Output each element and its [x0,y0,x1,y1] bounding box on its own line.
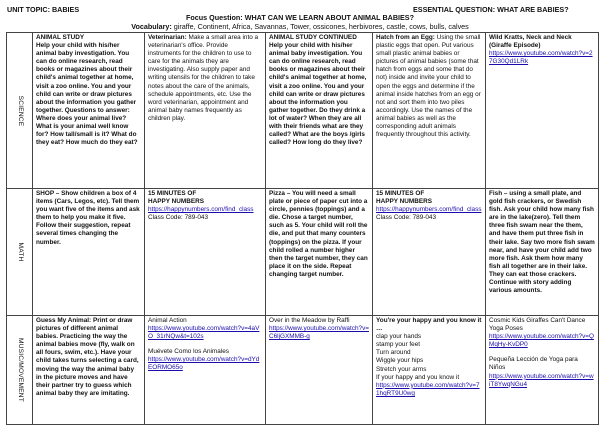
video-title: Pequeña Lección de Yoga para Niños [489,356,578,372]
song-line: If your happy and you know it [376,373,460,381]
cell-text: Guess My Animal: Print or draw pictures of different animal babies. Practicing the way the animal babies move (fly, walk on all fours, swim, etc.). Have your child takes turns selecting a card, moving the way the animal baby in the picture moves and have their partner try to guess which animal baby they are imitating. [36,317,139,397]
row-science [7,33,599,189]
video-title: Animal Action [148,317,187,324]
cell-shop [33,189,145,316]
cell-animal-study [33,33,145,189]
cell-title: ANIMAL STUDY [36,34,85,41]
vocabulary-words: giraffe, Continent, Africa, Savannas, Tower, ossicones, herbivores, castle, cows, bulls, calves [171,22,469,31]
song-line: Wiggle your hips [376,357,424,365]
cell-animal-action [145,316,266,425]
cell-happy-numbers-2 [373,189,486,316]
line-1: 15 MINUTES OF [376,190,425,197]
song-line: Turn around [376,349,411,357]
video-title: Wild Kratts, Neck and Neck (Giraffe Episode) [489,34,572,50]
cell-text: Veterinarian: Make a small area into a veterinarian's office. Provide instruments for the children to use to care for the animals they are investigating. Also supply paper and writing utensils for the children to take notes about the care of the animals, schedule appointments, etc. Use the word veterinarian, appointment and animal baby names frequently as children play. [148,34,259,122]
video-title: Cosmic Kids Giraffes Can't Dance Yoga Poses [489,317,586,333]
video-link[interactable]: https://www.youtube.com/watch?v=71hqRT9U0wg [376,381,480,397]
happy-numbers-link[interactable]: https://happynumbers.com/find_class [376,206,482,214]
video-link[interactable]: https://www.youtube.com/watch?v=C6ljGXMMB-g [269,325,369,341]
video-link[interactable]: https://www.youtube.com/watch?v=27G30Qd1LRk [489,50,593,66]
focus-question: Focus Question: WHAT CAN WE LEARN ABOUT ANIMAL BABIES? [186,13,414,22]
video-link[interactable]: https://www.youtube.com/watch?v=dYdEORMO65o [148,356,260,372]
line-2: HAPPY NUMBERS [148,198,204,206]
row-label-science: SCIENCE [7,33,33,189]
class-code: Class Code: 789-043 [148,214,209,222]
cell-text: Hatch from an Egg: Using the small plastic eggs that open. Put various small plastic animal babies or pictures of animal babies (some that hatch from eggs and some that do not) inside and invite your child to open the eggs and determine if the animal inside hatches from an egg or not and sort them into two piles accordingly. Use the names of the animal babies as well as the corresponding adult animals frequently throughout this activity. [376,34,481,139]
cell-happy-numbers-1 [145,189,266,316]
class-code: Class Code: 789-043 [376,214,437,222]
cell-text: Fish – using a small plate, and gold fish crackers, or Swedish fish. Ask your child how many fish are in the lake(zero). Tell them three fish swam near the them, and have them put three fish in their lake. Say two more fish swam near, and have your child add two more fish. Ask them how many fish all together are in their lake. They can eat those crackers. Continue with story adding various amounts. [489,190,595,295]
line-2: HAPPY NUMBERS [376,198,432,206]
video-title: Over in the Meadow by Raffi [269,317,350,324]
song-line: Stretch your arms [376,365,427,373]
cell-text: Pizza – You will need a small plate or piece of paper cut into a circle, pennies (toppings) and a die. Chose a target number, such as 5. Your child will roll the die, and put that many counters (toppings) on the pizza. If your child rolled a number higher then the target number, they can place it on the side. Repeat changing target number. [269,190,368,278]
happy-numbers-link[interactable]: https://happynumbers.com/find_class [148,206,254,214]
song-title: You're your happy and you know it … [376,317,482,333]
unit-topic: UNIT TOPIC: BABIES [7,5,80,14]
cell-yoga [486,316,599,425]
cell-body: Help your child with his/her animal baby investigation. You can do online research, read books or magazines about their child's animal together at home, visit a zoo online. You and your child can write or draw pictures about the information you gather together. Questions to answer: Where does your animal live? What is your animal well know for? How tall/small is it? What do they eat? How much do they eat? [36,42,138,147]
line-1: 15 MINUTES OF [148,190,197,197]
cell-text: SHOP – Show children a box of 4 items (Cars, Legos, etc). Tell them you want five of the items and ask them to help you make it five. Follow their suggestion, repeat several times changing the number. [36,190,140,246]
row-math [7,189,599,316]
video-title: Muévete Como los Animales [148,348,229,356]
vocabulary-label: Vocabulary: [131,22,172,31]
cell-wild-kratts [486,33,599,189]
video-link[interactable]: https://www.youtube.com/watch?v=QMqHy-KvDP0 [489,333,594,349]
activity-grid [6,32,599,425]
song-line: clap your hands [376,333,422,341]
cell-title: ANIMAL STUDY CONTINUED [269,34,357,41]
cell-over-in-the-meadow [266,316,373,425]
cell-pizza [266,189,373,316]
cell-animal-study-continued [266,33,373,189]
row-music-movement [7,316,599,425]
video-link[interactable]: https://www.youtube.com/watch?v=wiT8YwqNGu4 [489,372,594,388]
vocabulary-line [0,22,600,31]
cell-hatch-from-egg [373,33,486,189]
cell-veterinarian [145,33,266,189]
cell-body: Help your child with his/her animal baby investigation. You can do online research, read books or magazines about their child's animal together at home, visit a zoo online. You and your child can write or draw pictures about the information you gather together. Do they drink a lot of water? When they are all with their friends what are they called? What are the boys /girls called? How long do they live? [269,42,367,147]
essential-question: ESSENTIAL QUESTION: WHAT ARE BABIES? [413,5,569,14]
cell-fish [486,189,599,316]
row-label-math: MATH [7,189,33,316]
cell-guess-my-animal [33,316,145,425]
cell-happy-and-you-know-it [373,316,486,425]
song-line: stamp your feet [376,341,421,349]
row-label-music-movement: MUSIC/MOVEMENT [7,316,33,425]
video-link[interactable]: https://www.youtube.com/watch?v=4aVO_31rNQw&t=102s [148,325,260,341]
